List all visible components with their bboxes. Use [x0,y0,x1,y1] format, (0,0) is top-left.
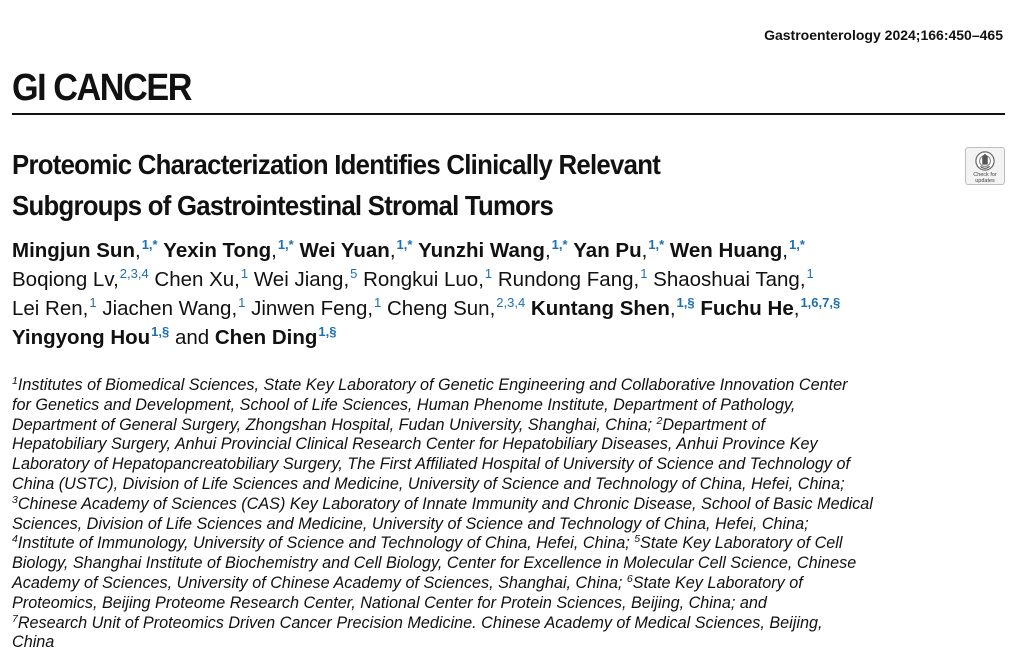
author[interactable]: Kuntang Shen,$^{1,\S}$ [530,295,695,320]
author-name: Wen Huang [669,239,783,262]
author[interactable]: Yunzhi Wang,$^{1,*}$ [418,237,568,262]
affiliation-text: Proteomics, Beijing Proteome Research Center, National Center for Protein Sciences, Beijing, China; and [12,593,767,612]
author-name: Yingyong Hou [12,326,151,349]
affiliation-text: China [12,633,55,652]
author-list [12,236,1012,352]
author[interactable]: Wei Jiang,$^5$ [253,266,358,291]
affiliation-number: 1 [12,375,18,387]
affiliation-line [12,455,1012,475]
affiliation-line [12,614,1012,634]
author-name: Wei Yuan [299,239,390,262]
author-line [12,294,1012,323]
author[interactable]: Rundong Fang,$^1$ [497,266,648,291]
author-affiliation-marker[interactable]: 1 [240,266,249,281]
author[interactable]: Yexin Tong,$^{1,*}$ [163,237,294,262]
author[interactable]: Fuchu He,$^{1,6,7,\S}$ [700,295,841,320]
author[interactable]: Wei Yuan,$^{1,*}$ [299,237,413,262]
check-updates-label: updates [975,178,995,184]
author-name: Jiachen Wang [102,297,232,320]
affiliation-number: 6 [626,572,633,585]
affiliation-text: Department of [662,415,765,434]
check-updates-label: Check for [973,172,997,178]
author[interactable]: Lei Ren,$^1$ [12,295,97,320]
affiliation-line [12,475,1012,495]
article-title-line: Subgroups of Gastrointestinal Stromal Tumors [12,190,554,221]
author-affiliation-marker[interactable]: 2,3,4 [496,295,526,310]
affiliation-text: for Genetics and Development, School of Life Sciences, Human Phenome Institute, Department of Pathology, [12,395,796,414]
affiliation-number: 3 [12,493,18,506]
author-affiliation-marker[interactable]: 1,§ [676,295,695,310]
author-affiliation-marker[interactable]: 1,* [396,237,413,252]
author-line [12,323,1012,352]
affiliation-line [12,376,1012,396]
author-name: Mingjun Sun [12,239,135,262]
author-affiliation-marker[interactable]: 1,* [551,237,568,252]
affiliation-text: China (USTC), Division of Life Sciences and Medicine, University of Science and Technology of China, Hefei, China; [12,474,845,493]
author-affiliation-marker[interactable]: 1,6,7,§ [800,295,841,310]
author[interactable]: Mingjun Sun,$^{1,*}$ [12,237,158,262]
author-affiliation-marker[interactable]: 1 [374,295,382,310]
affiliation-text: Hepatobiliary Surgery, Anhui Provincial Clinical Research Center for Hepatobiliary Diseases, Anhui Province Key [12,435,818,454]
affiliation-text: Academy of Sciences, University of Chinese Academy of Sciences, Shanghai, China; [12,573,627,592]
affiliation-number: 2 [656,414,663,427]
check-for-updates-badge[interactable] [965,147,1005,185]
affiliation-line [12,515,1012,535]
check-updates-icon [974,151,996,171]
author[interactable]: Rongkui Luo,$^1$ [363,266,493,291]
affiliation-line [12,534,1012,554]
author-affiliation-marker[interactable]: 1,§ [318,324,337,339]
affiliation-line [12,495,1012,515]
author-line [12,236,1012,265]
author-line [12,265,1012,294]
article-title [12,144,840,226]
affiliation-line [12,594,1012,614]
affiliation-list [12,376,1012,653]
affiliation-number: 7 [12,612,18,625]
author[interactable]: Wen Huang,$^{1,*}$ [669,237,805,262]
author-affiliation-marker[interactable]: 1,* [141,237,158,252]
author-name: Rongkui Luo [363,268,479,291]
author[interactable]: Chen Xu,$^1$ [154,266,249,291]
author-name: Fuchu He [700,297,794,320]
affiliation-number: 4 [12,533,18,546]
author-conjunction: and [174,326,210,349]
affiliation-text: Institute of Immunology, University of Science and Technology of China, Hefei, China; [17,534,635,553]
author-name: Jinwen Feng [251,297,368,320]
affiliation-line [12,435,1012,455]
author-affiliation-marker[interactable]: 1 [89,295,97,310]
author-affiliation-marker[interactable]: 1,§ [151,324,170,339]
affiliation-text: Research Unit of Proteomics Driven Cancer Precision Medicine. Chinese Academy of Medical Sciences, Beijing, [17,613,823,632]
author[interactable] [12,326,169,349]
affiliation-text: State Key Laboratory of [632,573,803,592]
affiliation-number: 5 [634,533,641,546]
author-affiliation-marker[interactable]: 1 [640,266,648,281]
affiliation-line [12,574,1012,594]
author-name: Chen Xu [154,268,235,291]
author-affiliation-marker[interactable]: 5 [350,266,358,281]
affiliation-line [12,633,1012,653]
author-affiliation-marker[interactable]: 2,3,4 [119,266,149,281]
author-affiliation-marker[interactable]: 1,* [648,237,665,252]
author-affiliation-marker[interactable]: 1 [484,266,493,281]
author-name: Boqiong Lv [12,268,114,291]
author[interactable]: Cheng Sun,$^{2,3,4}$ [386,295,526,320]
author-name: Cheng Sun [386,297,490,320]
author-name: Yunzhi Wang [418,239,545,262]
affiliation-line [12,554,1012,574]
author[interactable] [215,326,337,349]
author-name: Shaoshuai Tang [653,268,800,291]
author-affiliation-marker[interactable]: 1,* [277,237,294,252]
author-affiliation-marker[interactable]: 1 [806,266,814,281]
author-name: Lei Ren [12,297,83,320]
affiliation-text: Institutes of Biomedical Sciences, State Key Laboratory of Genetic Engineering and Collaborative Innovation Center [17,376,848,394]
article-title-line: Proteomic Characterization Identifies Clinically Relevant [12,149,661,180]
affiliation-text: State Key Laboratory of Cell [640,534,843,553]
author[interactable]: Boqiong Lv,$^{2,3,4}$ [12,266,149,291]
author-name: Yexin Tong [163,239,272,262]
affiliation-text: Laboratory of Hepatopancreatobiliary Surgery, The First Affiliated Hospital of University of Science and Technology of [12,455,850,474]
affiliation-text: Biology, Shanghai Institute of Biochemistry and Cell Biology, Center for Excellence in Molecular Cell Science, Chinese [12,554,857,573]
author-name: Yan Pu [573,239,642,262]
author-name: Wei Jiang [253,268,344,291]
journal-citation: Gastroenterology 2024;166:450–465 [764,27,1003,43]
author-name: Chen Ding [214,326,318,349]
section-heading: GI CANCER [12,67,191,109]
author-affiliation-marker[interactable]: 1,* [789,237,805,252]
author-name: Rundong Fang [497,268,634,291]
author[interactable]: Yan Pu,$^{1,*}$ [573,237,665,262]
author[interactable]: Jiachen Wang,$^1$ [102,295,246,320]
affiliation-text: Department of General Surgery, Zhongshan Hospital, Fudan University, Shanghai, China; [12,415,657,434]
affiliation-text: Chinese Academy of Sciences (CAS) Key Laboratory of Innate Immunity and Chronic Disease, School of Basic Medical [17,494,873,513]
affiliation-text: Sciences, Division of Life Sciences and Medicine, University of Science and Technology of China, Hefei, China; [12,514,809,533]
author-name: Kuntang Shen [530,297,670,320]
author-affiliation-marker[interactable]: 1 [238,295,246,310]
affiliation-line [12,396,1012,416]
author[interactable]: Shaoshuai Tang,$^1$ [653,266,814,291]
section-divider [12,113,1005,115]
affiliation-line [12,416,1012,436]
author[interactable]: Jinwen Feng,$^1$ [251,295,382,320]
